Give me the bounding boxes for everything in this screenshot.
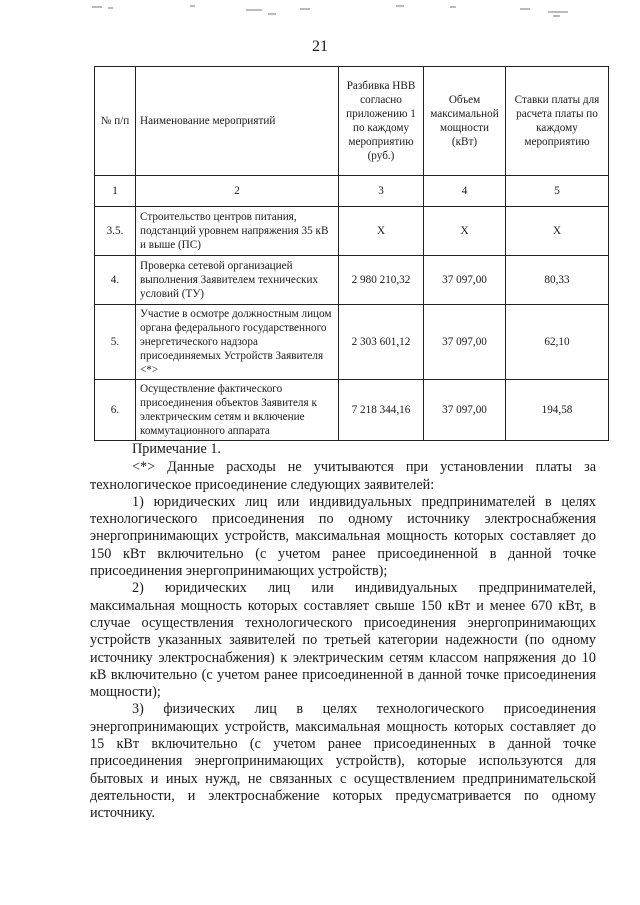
table-row [95,380,609,441]
column-index: 3 [339,176,424,207]
note-paragraph: 1) юридических лиц или индивидуальных предпринимателей в целях технологического присоединения по одному источнику электроснабжения энергопринимающих устройств, максимальная мощность которых составляет до 150 кВт включительно (с учетом ранее присоединенной в данной точке присоединения энергопринимающих устройств); [90,493,596,580]
column-index-row [95,176,609,207]
page-number: 21 [312,38,328,55]
row-number: 4. [95,256,136,305]
note-paragraph: 3) физических лиц в целях технологического присоединения энергопринимающих устройств, максимальная мощность которых составляет до 15 кВт включительно (с учетом ранее присоединенных в данной точке присоединения энергопринимающих устройств), которые используются для бытовых и иных нужд, не связанных с осуществлением предпринимательской деятельности, и электроснабжение которых предусматривается по одному источнику. [90,701,596,822]
column-index: 2 [136,176,339,207]
row-activity-name: Строительство центров питания, подстанций уровнем напряжения 35 кВ и выше (ПС) [136,207,339,256]
row-power: 37 097,00 [424,380,506,441]
row-number: 3.5. [95,207,136,256]
header-number: № п/п [95,67,136,176]
tariff-table [94,66,609,441]
row-nvv: 2 303 601,12 [339,305,424,380]
table-row [95,256,609,305]
note-section [90,441,596,823]
row-nvv: Х [339,207,424,256]
row-number: 6. [95,380,136,441]
note-paragraph: <*> Данные расходы не учитываются при установлении платы за технологическое присоединение следующих заявителей: [90,459,596,493]
row-rate: 80,33 [506,256,609,305]
note-title: Примечание 1. [132,441,221,457]
header-max-power: Объем максимальной мощности (кВт) [424,67,506,176]
table-row [95,305,609,380]
header-activity-name: Наименование мероприятий [136,67,339,176]
row-power: 37 097,00 [424,305,506,380]
header-rate: Ставки платы для расчета платы по каждому мероприятию [506,67,609,176]
column-index: 4 [424,176,506,207]
row-activity-name: Проверка сетевой организацией выполнения Заявителем технических условий (ТУ) [136,256,339,305]
row-number: 5. [95,305,136,380]
table-row [95,207,609,256]
table-header-row [95,67,609,176]
row-rate: Х [506,207,609,256]
scan-artifacts [0,0,640,22]
row-activity-name: Участие в осмотре должностным лицом органа федерального государственного энергетического надзора присоединяемых Устройств Заявителя <*> [136,305,339,380]
header-nvv-breakdown: Разбивка НВВ согласно приложению 1 по каждому мероприятию (руб.) [339,67,424,176]
row-nvv: 7 218 344,16 [339,380,424,441]
row-nvv: 2 980 210,32 [339,256,424,305]
row-power: Х [424,207,506,256]
column-index: 1 [95,176,136,207]
column-index: 5 [506,176,609,207]
row-activity-name: Осуществление фактического присоединения объектов Заявителя к электрическим сетям и включение коммутационного аппарата [136,380,339,441]
note-paragraph: 2) юридических лиц или индивидуальных предпринимателей, максимальная мощность которых составляет свыше 150 кВт и менее 670 кВт, в случае осуществления технологического присоединения энергопринимающих устройств указанных заявителей по третьей категории надежности (по одному источнику электроснабжения) к электрическим сетям классом напряжения до 10 кВ включительно (с учетом ранее присоединенной в данной точке присоединения мощности); [90,580,596,701]
row-power: 37 097,00 [424,256,506,305]
row-rate: 62,10 [506,305,609,380]
row-rate: 194,58 [506,380,609,441]
